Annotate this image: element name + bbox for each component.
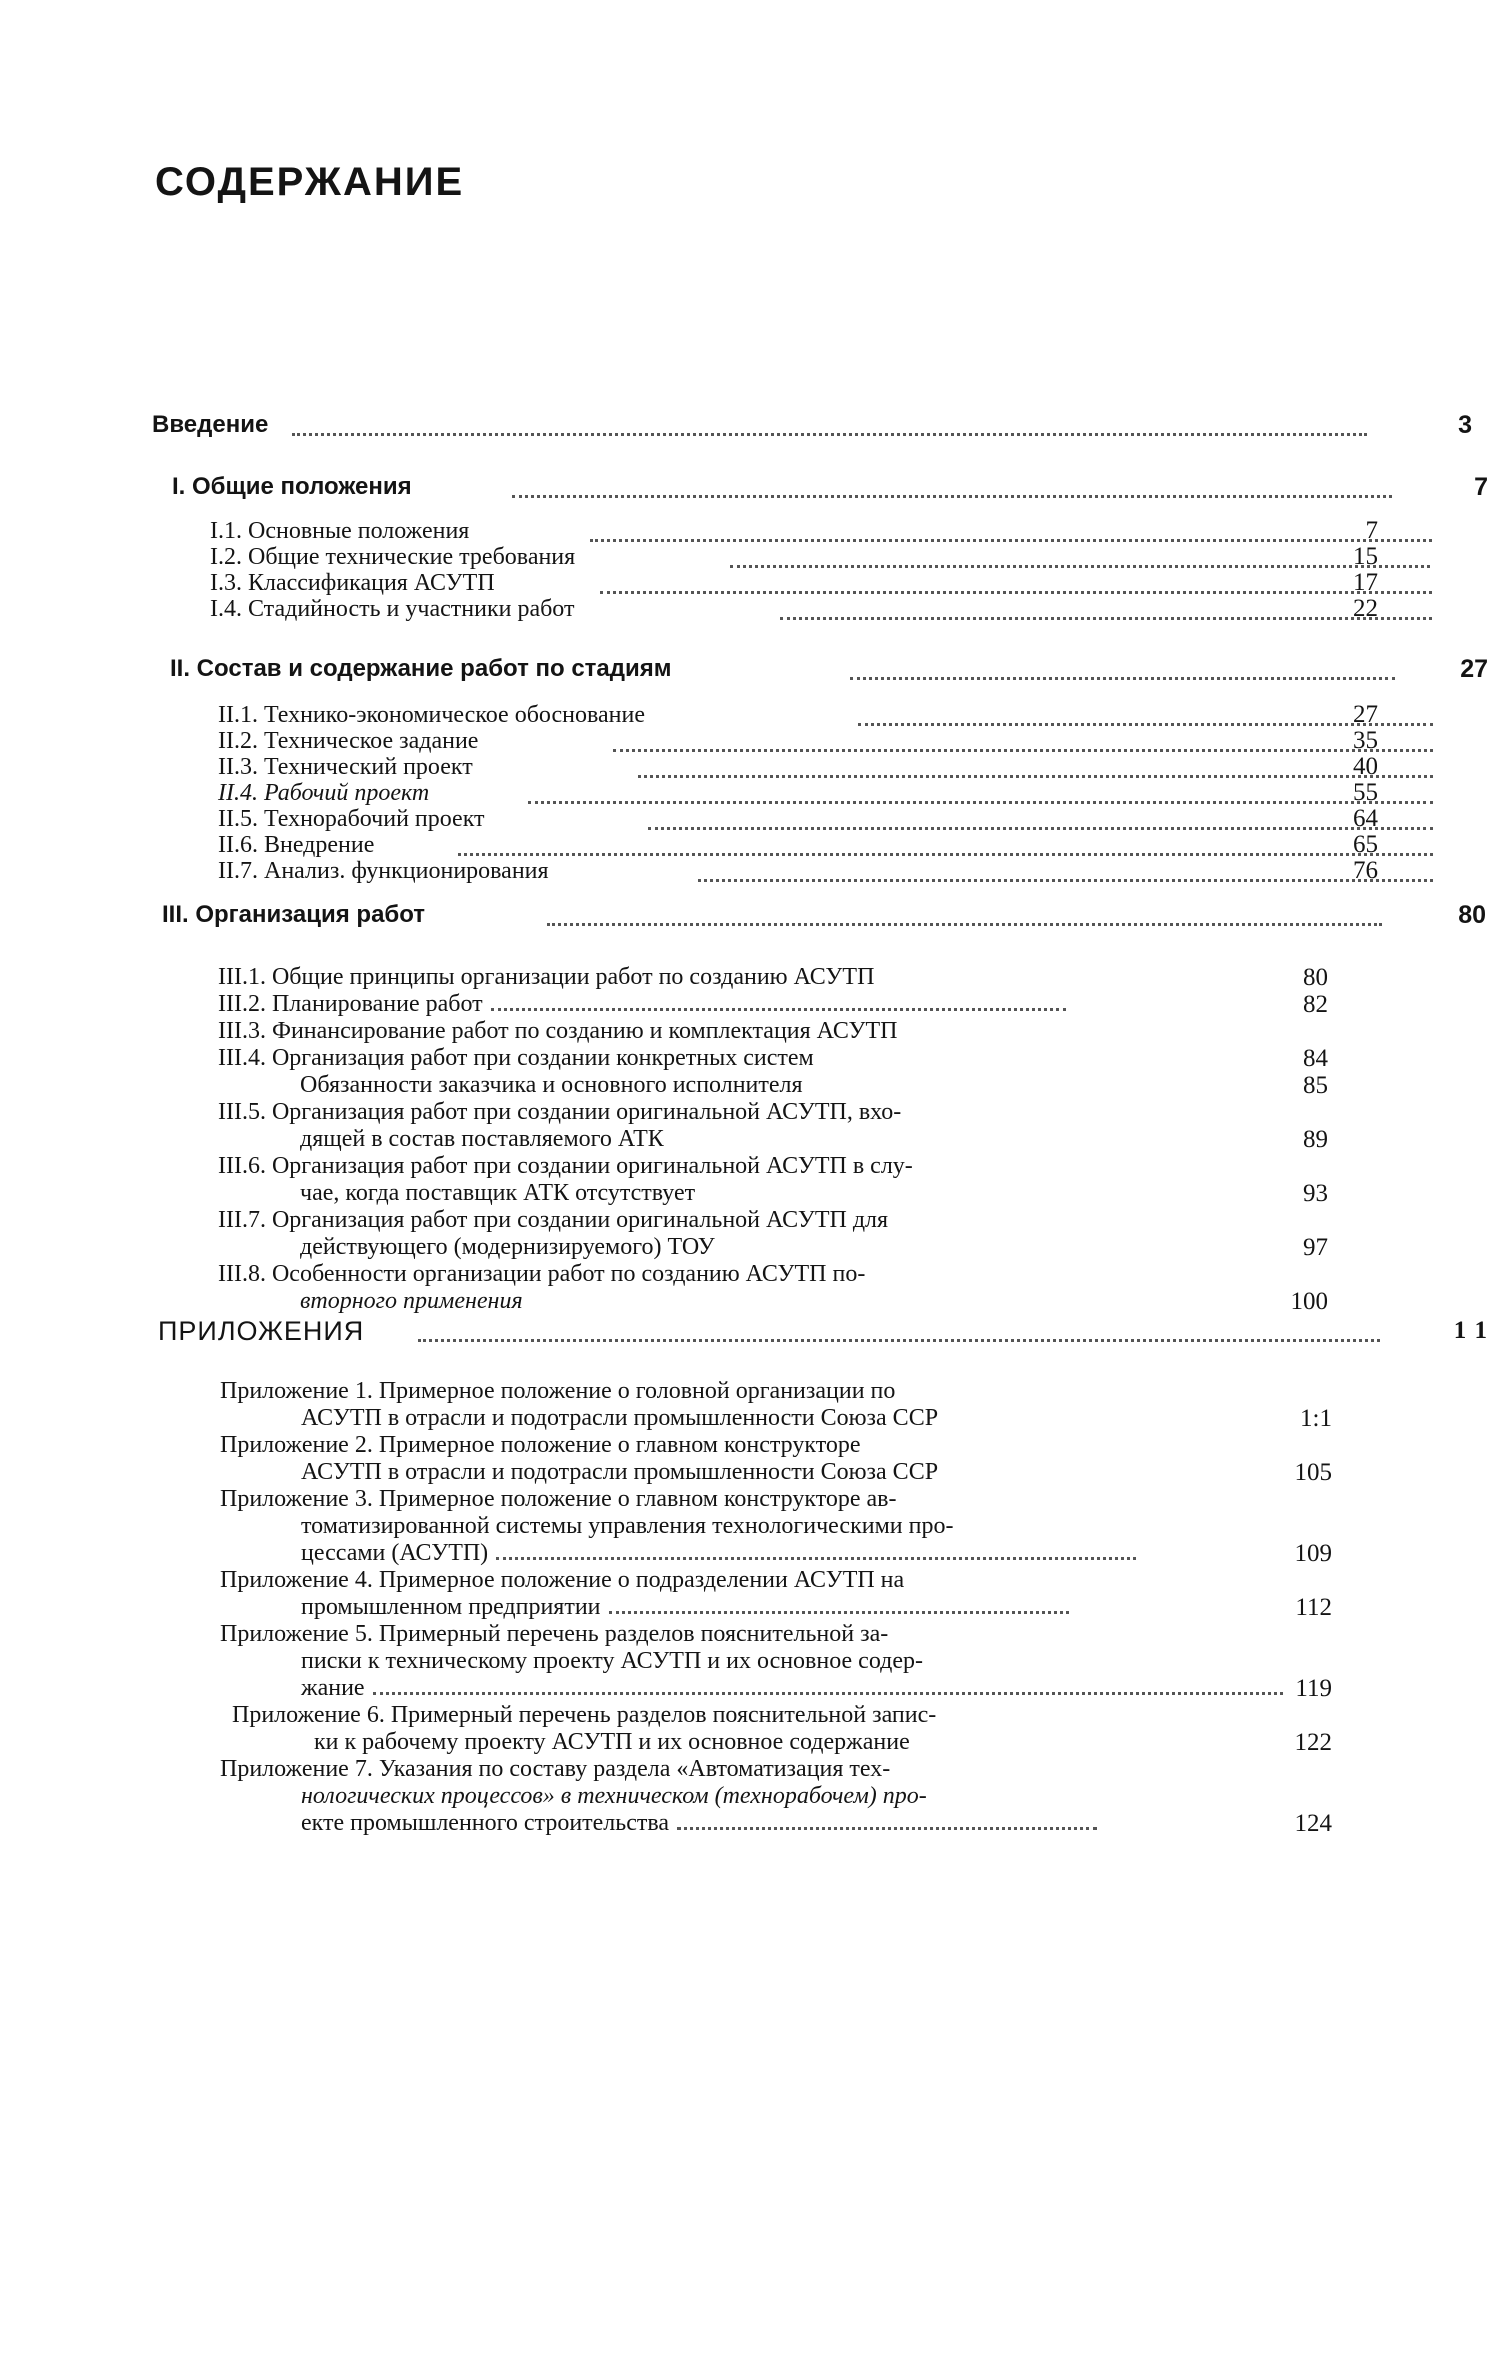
toc-appendix-5-cont: писки к техническому проекту АСУТП и их основное содер- xyxy=(301,1648,923,1674)
dot-leader xyxy=(373,1691,1283,1695)
toc-page-number: 64 xyxy=(1353,805,1378,832)
toc-appendix-1-cont: АСУТП в отрасли и подотрасли промышленности Союза ССР xyxy=(301,1405,939,1431)
toc-page-number: 17 xyxy=(1353,569,1378,596)
toc-page-number: 7 xyxy=(1365,517,1378,544)
toc-page-number: 93 xyxy=(1303,1180,1328,1207)
toc-page-number: 82 xyxy=(1303,991,1328,1018)
toc-entry-3-8-cont: вторного применения xyxy=(300,1288,523,1314)
dot-leader xyxy=(292,407,1367,436)
dot-leader xyxy=(638,749,1433,778)
toc-page-number: 55 xyxy=(1353,779,1378,806)
toc-page-number: 65 xyxy=(1353,831,1378,858)
toc-entry-label: I.4. Стадийность и участники работ xyxy=(210,596,580,622)
toc-appendix-7-cont2: екте промышленного строительства xyxy=(220,1810,1330,1837)
toc-appendix-2-cont: АСУТП в отрасли и подотрасли промышленности Союза ССР xyxy=(301,1459,939,1485)
dot-leader xyxy=(677,1826,1097,1830)
toc-appendix-6: Приложение 6. Примерный перечень разделов пояснительной запис- xyxy=(232,1702,937,1728)
toc-page-number: 3 xyxy=(1458,411,1472,439)
toc-page-number: 7 xyxy=(1474,473,1488,501)
toc-entry-3-5-cont: дящей в состав поставляемого АТК xyxy=(300,1126,664,1152)
toc-entry-3-8: III.8. Особенности организации работ по созданию АСУТП по- xyxy=(218,1261,866,1287)
toc-page-number: 22 xyxy=(1353,595,1378,622)
toc-appendix-1: Приложение 1. Примерное положение о головной организации по xyxy=(220,1378,896,1404)
toc-appendix-3: Приложение 3. Примерное положение о главном конструкторе ав- xyxy=(220,1486,897,1512)
dot-leader xyxy=(850,651,1395,680)
toc-entry-label: I.2. Общие технические требования xyxy=(210,544,581,570)
toc-entry-3-4-cont: Обязанности заказчика и основного исполнителя xyxy=(300,1072,803,1098)
dot-leader xyxy=(613,723,1433,752)
toc-appendix-3-cont: томатизированной системы управления технологическими про- xyxy=(301,1513,954,1539)
toc-entry-label: Введение xyxy=(152,412,274,438)
toc-appendix-4-cont: промышленном предприятии xyxy=(220,1594,1330,1621)
toc-entry-label: II.1. Технико-экономическое обоснование xyxy=(218,702,651,728)
toc-entry-label: III. Организация работ xyxy=(162,902,431,928)
toc-entry-label: II.5. Технорабочий проект xyxy=(218,806,491,832)
toc-page-number: 80 xyxy=(1303,964,1328,991)
toc-page-number: 84 xyxy=(1303,1045,1328,1072)
toc-entry-3-7-cont: действующего (модернизируемого) ТОУ xyxy=(300,1234,715,1260)
toc-appendix-5: Приложение 5. Примерный перечень разделов пояснительной за- xyxy=(220,1621,889,1647)
toc-entry-label: I.1. Основные положения xyxy=(210,518,475,544)
toc-page-number: 15 xyxy=(1353,543,1378,570)
toc-entry-label: II.4. Рабочий проект xyxy=(218,780,435,806)
toc-appendix-5-cont2: жание xyxy=(220,1675,1330,1702)
dot-leader xyxy=(418,1313,1380,1342)
dot-leader xyxy=(496,1556,1136,1560)
toc-part3-block xyxy=(218,964,1328,1315)
toc-entry-3-5: III.5. Организация работ при создании оригинальной АСУТП, вхо- xyxy=(218,1099,902,1125)
dot-leader xyxy=(609,1610,1069,1614)
toc-page-number: 89 xyxy=(1303,1126,1328,1153)
toc-appendix-6-cont: ки к рабочему проекту АСУТП и их основное содержание xyxy=(314,1729,910,1755)
toc-page-number: 40 xyxy=(1353,753,1378,780)
toc-appendix-3-cont2: цессами (АСУТП) xyxy=(220,1540,1330,1567)
toc-entry-3-4: III.4. Организация работ при создании конкретных систем xyxy=(218,1045,814,1071)
dot-leader xyxy=(547,897,1382,926)
toc-entry-label: I. Общие положения xyxy=(172,474,418,500)
toc-entry-label: II.6. Внедрение xyxy=(218,832,380,858)
toc-page-number: 112 xyxy=(1295,1594,1332,1621)
dot-leader xyxy=(600,565,1432,594)
toc-appendix-2: Приложение 2. Примерное положение о главном конструкторе xyxy=(220,1432,861,1458)
dot-leader xyxy=(491,1007,1066,1011)
toc-page-number: 1 1 xyxy=(1453,1317,1488,1344)
toc-page-number: 109 xyxy=(1294,1540,1332,1567)
dot-leader xyxy=(458,827,1433,856)
toc-page-number: 100 xyxy=(1290,1288,1328,1315)
toc-appendices-block xyxy=(220,1378,1330,1837)
toc-page-number: 119 xyxy=(1295,1675,1332,1702)
toc-appendix-7: Приложение 7. Указания по составу раздела «Автоматизация тех- xyxy=(220,1756,891,1782)
dot-leader xyxy=(528,775,1433,804)
toc-entry-3-2: III.2. Планирование работ xyxy=(218,991,1328,1018)
toc-page-number: 124 xyxy=(1294,1810,1332,1837)
toc-entry-label: II.2. Техническое задание xyxy=(218,728,484,754)
toc-entry-3-6-cont: чае, когда поставщик АТК отсутствует xyxy=(300,1180,696,1206)
toc-entry-label: ПРИЛОЖЕНИЯ xyxy=(158,1318,370,1344)
toc-entry-label: II.3. Технический проект xyxy=(218,754,479,780)
toc-entry-label: II. Состав и содержание работ по стадиям xyxy=(170,656,678,682)
toc-page-number: 85 xyxy=(1303,1072,1328,1099)
dot-leader xyxy=(512,469,1392,498)
toc-entry-label: I.3. Классификация АСУТП xyxy=(210,570,501,596)
toc-page-number: 35 xyxy=(1353,727,1378,754)
toc-entry-3-1: III.1. Общие принципы организации работ по созданию АСУТП xyxy=(218,964,875,990)
toc-appendix-7-cont: нологических процессов» в техническом (технорабочем) про- xyxy=(301,1783,927,1809)
dot-leader xyxy=(648,801,1433,830)
toc-entry-3-3: III.3. Финансирование работ по созданию и комплектация АСУТП xyxy=(218,1018,898,1044)
toc-page-number: 1:1 xyxy=(1300,1405,1332,1432)
toc-page-number: 80 xyxy=(1458,901,1486,929)
toc-entry-3-6: III.6. Организация работ при создании оригинальной АСУТП в слу- xyxy=(218,1153,913,1179)
toc-page-number: 97 xyxy=(1303,1234,1328,1261)
page-title: СОДЕРЖАНИЕ xyxy=(155,160,465,204)
toc-page-number: 122 xyxy=(1294,1729,1332,1756)
dot-leader xyxy=(590,513,1432,542)
toc-page-number: 76 xyxy=(1353,857,1378,884)
toc-page-number: 27 xyxy=(1460,655,1488,683)
toc-entry-label: II.7. Анализ. функционирования xyxy=(218,858,555,884)
toc-page-number: 105 xyxy=(1294,1459,1332,1486)
toc-entry-3-7: III.7. Организация работ при создании оригинальной АСУТП для xyxy=(218,1207,889,1233)
toc-page-number: 27 xyxy=(1353,701,1378,728)
toc-appendix-4: Приложение 4. Примерное положение о подразделении АСУТП на xyxy=(220,1567,905,1593)
